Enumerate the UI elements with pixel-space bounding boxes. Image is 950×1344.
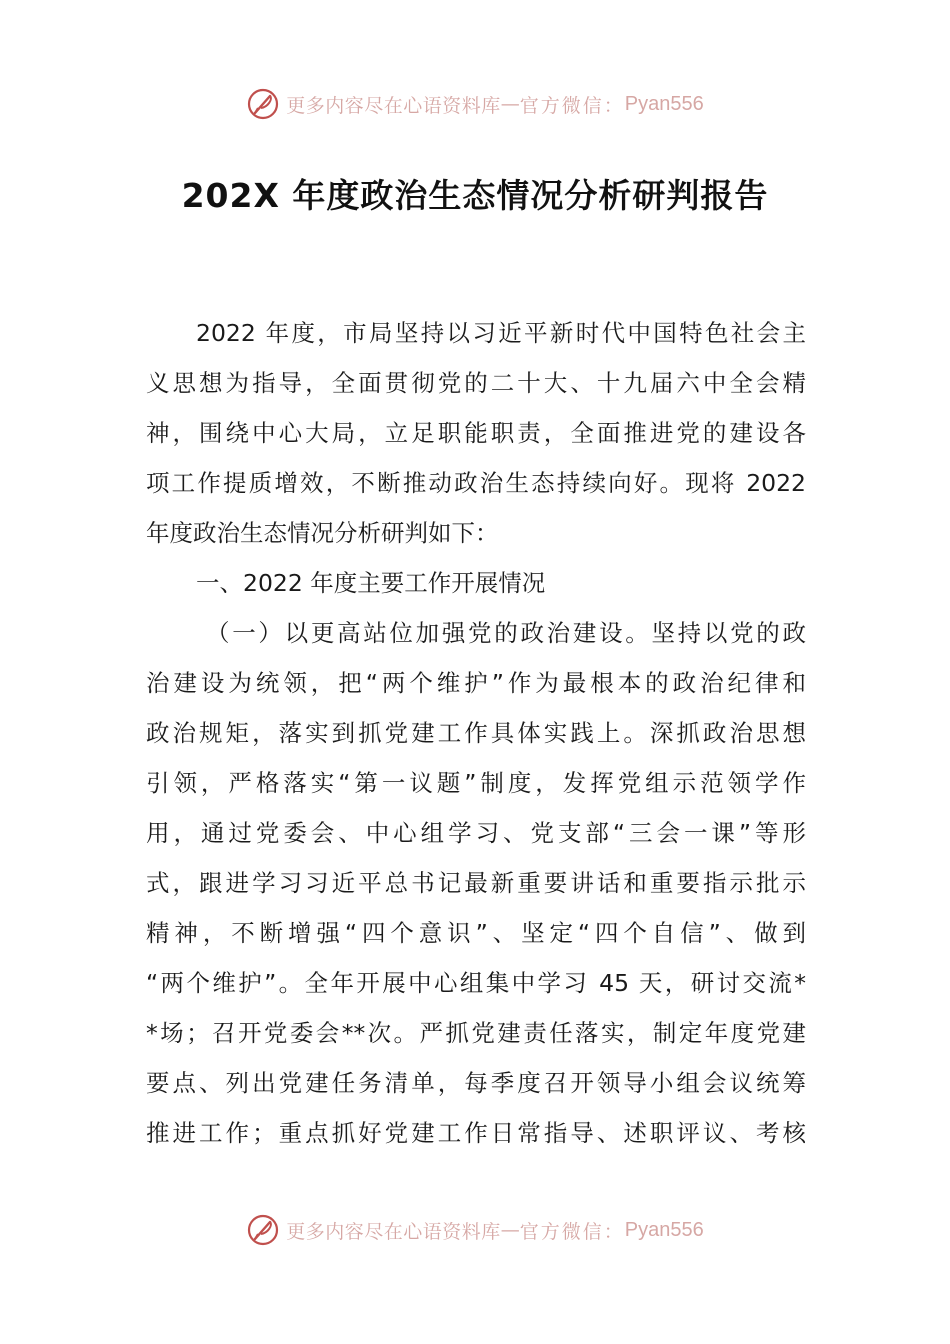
- body-line: 推进工作；重点抓好党建工作日常指导、述职评议、考核: [146, 1119, 806, 1147]
- footer-watermark-banner: [0, 1210, 950, 1250]
- document-title: 202X 年度政治生态情况分析研判报告: [181, 176, 769, 215]
- body-line: 式，跟进学习习近平总书记最新重要讲话和重要指示批示: [146, 869, 806, 897]
- quill-logo-icon: [246, 1213, 280, 1247]
- body-line: 引领，严格落实“第一议题”制度，发挥党组示范领学作: [146, 769, 806, 797]
- body-line: *场；召开党委会**次。严抓党建责任落实，制定年度党建: [146, 1019, 806, 1047]
- section-heading: 一、2022 年度主要工作开展情况: [196, 569, 546, 597]
- body-line: 项工作提质增效，不断推动政治生态持续向好。现将 2022: [146, 469, 806, 497]
- body-line: 2022 年度，市局坚持以习近平新时代中国特色社会主: [196, 319, 806, 347]
- header-watermark-banner: [0, 84, 950, 124]
- quill-logo-icon: [246, 87, 280, 121]
- document-body: [146, 308, 806, 1158]
- body-line: 政治规矩，落实到抓党建工作具体实践上。深抓政治思想: [146, 719, 806, 747]
- body-line: 要点、列出党建任务清单，每季度召开领导小组会议统筹: [146, 1069, 806, 1097]
- body-line: 义思想为指导，全面贯彻党的二十大、十九届六中全会精: [146, 369, 806, 397]
- banner-wechat-label: 官方微信：: [519, 1220, 625, 1243]
- body-line: 年度政治生态情况分析研判如下：: [146, 519, 499, 547]
- banner-wechat-label: 官方微信：: [519, 94, 625, 117]
- body-line: 用，通过党委会、中心组学习、党支部“三会一课”等形: [146, 819, 806, 847]
- body-line: “两个维护”。全年开展中心组集中学习 45 天，研讨交流*: [146, 969, 806, 997]
- body-line: 精神，不断增强“四个意识”、坚定“四个自信”、做到: [146, 919, 806, 947]
- banner-separator: —: [500, 93, 520, 115]
- banner-wechat-id: Pyan556: [624, 1218, 704, 1241]
- banner-site-text: 更多内容尽在心语资料库: [286, 94, 501, 117]
- body-line: 神，围绕中心大局，立足职能职责，全面推进党的建设各: [146, 419, 806, 447]
- banner-wechat-id: Pyan556: [624, 92, 704, 115]
- banner-site-text: 更多内容尽在心语资料库: [286, 1220, 501, 1243]
- body-line: （一）以更高站位加强党的政治建设。坚持以党的政: [206, 619, 806, 647]
- banner-separator: —: [500, 1219, 520, 1241]
- body-line: 治建设为统领，把“两个维护”作为最根本的政治纪律和: [146, 669, 806, 697]
